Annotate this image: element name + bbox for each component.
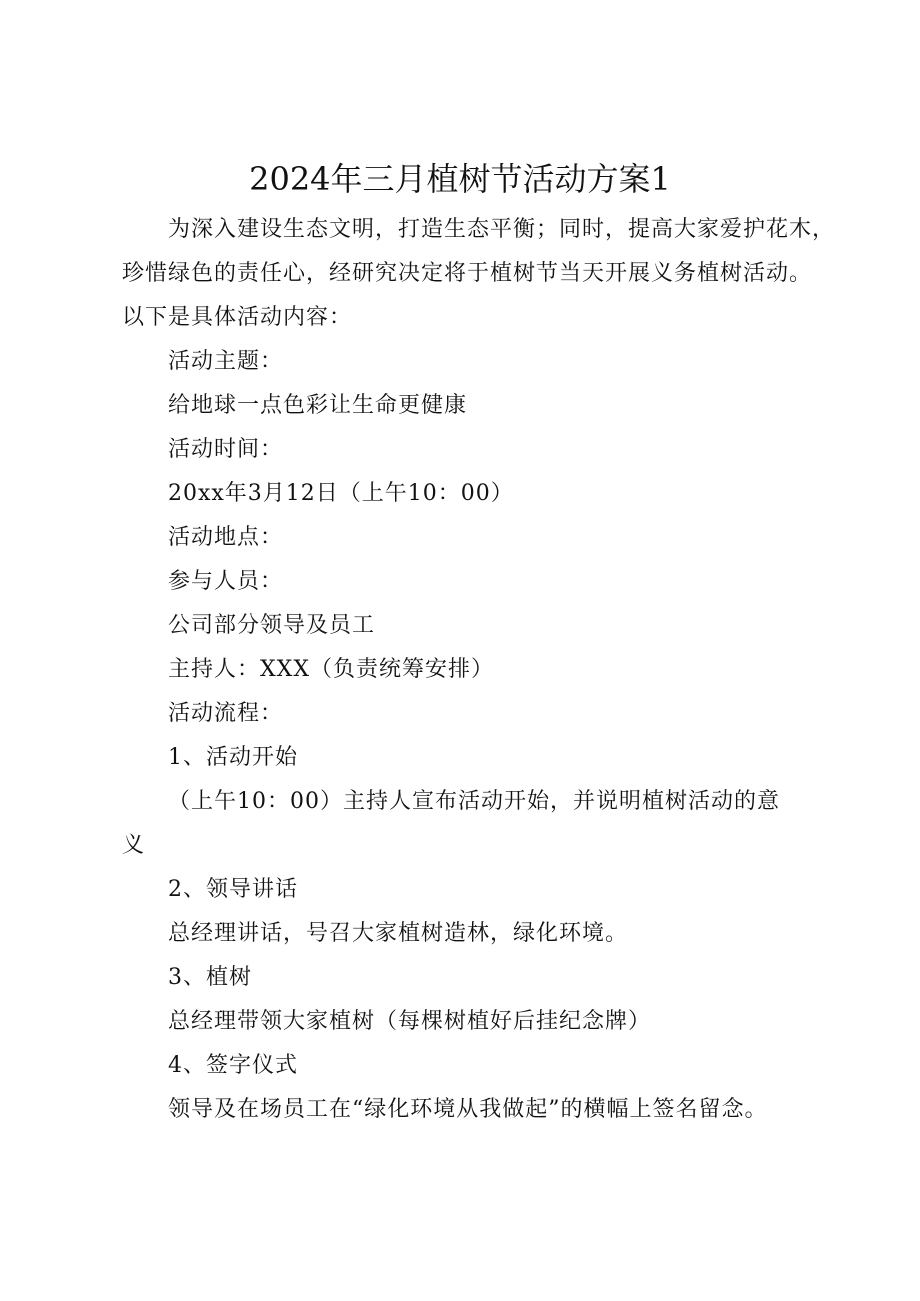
location-label: 活动地点： <box>168 525 284 550</box>
step-1-desc-line-1: （上午10：00）主持人宣布活动开始，并说明植树活动的意 <box>168 789 780 814</box>
intro-line-2: 珍惜绿色的责任心，经研究决定将于植树节当天开展义务植树活动。 <box>122 261 813 286</box>
theme-label: 活动主题： <box>168 349 284 374</box>
step-4-heading: 4、签字仪式 <box>168 1053 298 1078</box>
step-2-heading: 2、领导讲话 <box>168 877 298 902</box>
step-2-desc: 总经理讲话，号召大家植树造林，绿化环境。 <box>168 921 629 946</box>
theme-value: 给地球一点色彩让生命更健康 <box>168 393 468 418</box>
participants-value: 公司部分领导及员工 <box>168 613 376 638</box>
host-line: 主持人：XXX（负责统筹安排） <box>168 657 494 682</box>
step-4-desc: 领导及在场员工在“绿化环境从我做起”的横幅上签名留念。 <box>168 1097 768 1122</box>
time-label: 活动时间： <box>168 437 284 462</box>
document-title: 2024年三月植树节活动方案1 <box>249 160 671 198</box>
process-label: 活动流程： <box>168 701 284 726</box>
step-1-heading: 1、活动开始 <box>168 745 298 770</box>
intro-line-3: 以下是具体活动内容： <box>122 305 353 330</box>
step-1-desc-line-2: 义 <box>122 833 146 858</box>
participants-label: 参与人员： <box>168 569 284 594</box>
intro-line-1: 为深入建设生态文明，打造生态平衡；同时，提高大家爱护花木， <box>168 217 836 242</box>
step-3-desc: 总经理带领大家植树（每棵树植好后挂纪念牌） <box>168 1009 652 1034</box>
step-3-heading: 3、植树 <box>168 965 252 990</box>
time-value: 20xx年3月12日（上午10：00） <box>168 481 514 506</box>
